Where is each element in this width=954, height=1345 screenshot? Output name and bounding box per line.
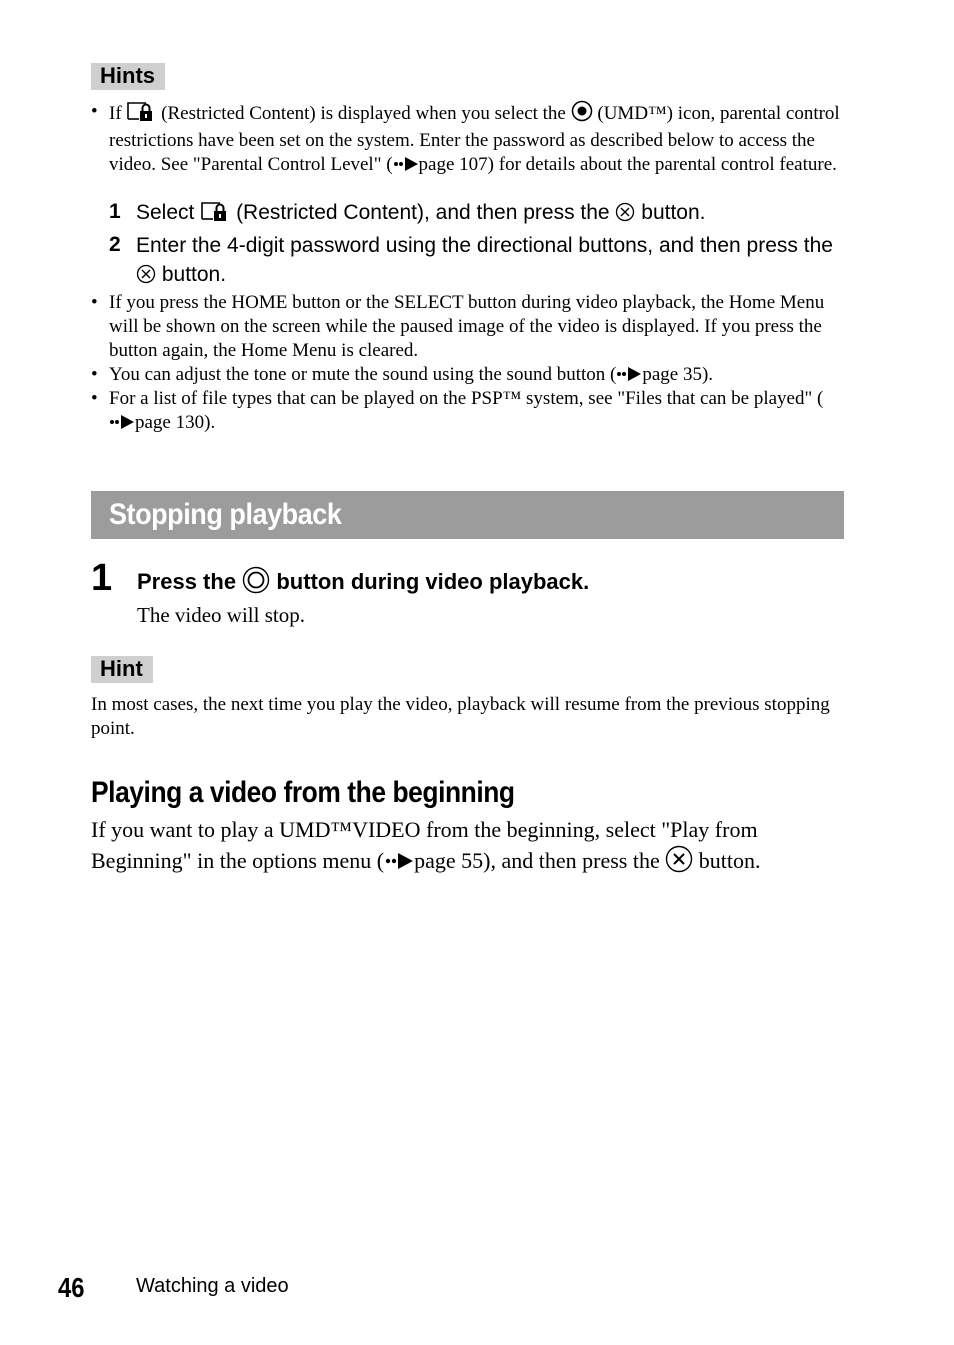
- step-select-restricted: Select (Restricted Content), and then press the button.: [136, 198, 846, 230]
- hint-label: Hint: [91, 656, 153, 683]
- restricted-content-icon: [200, 200, 230, 230]
- hint-paragraph-sound: You can adjust the tone or mute the sound using the sound button ( page 35).: [109, 363, 844, 389]
- umd-icon: [571, 100, 593, 129]
- hint-paragraph-restricted: If (Restricted Content) is displayed when you select the (UMD™) icon, parental control restrictions have been set on the system. Enter the password as described below to access the video. See "Parental Control Level" ( page 107) for details about the parental control feature.: [109, 100, 844, 179]
- section-title: Stopping playback: [109, 498, 342, 531]
- bullet: •: [91, 101, 98, 122]
- cross-button-icon: [136, 263, 156, 292]
- see-page-arrow-icon: [393, 155, 419, 179]
- hints-label: Hints: [91, 63, 165, 90]
- page-number: 46: [58, 1272, 85, 1303]
- cross-button-icon: [665, 845, 693, 881]
- see-page-arrow-icon: [109, 413, 135, 437]
- step-number: 2: [109, 233, 121, 256]
- hint-paragraph-resume: In most cases, the next time you play the video, playback will resume from the previous stopping point.: [91, 694, 830, 739]
- cross-button-icon: [615, 201, 635, 230]
- subsection-title: Playing a video from the beginning: [91, 776, 515, 809]
- step-enter-password: Enter the 4-digit password using the directional buttons, and then press the button.: [136, 231, 851, 292]
- hint-paragraph-file-types: For a list of file types that can be played on the PSP™ system, see "Files that can be played" (page 130).: [109, 387, 844, 437]
- bullet: •: [91, 292, 98, 313]
- restricted-content-icon: [126, 100, 156, 129]
- play-from-beginning-paragraph: If you want to play a UMD™VIDEO from the beginning, select "Play from Beginning" in the options menu ( page 55), and then press the button.: [91, 815, 841, 881]
- step-number: 1: [109, 200, 121, 223]
- footer-section-name: Watching a video: [136, 1275, 289, 1297]
- step-result: The video will stop.: [137, 603, 305, 627]
- step-press-circle: Press the button during video playback.: [137, 566, 589, 603]
- see-page-arrow-icon: [616, 365, 642, 389]
- see-page-arrow-icon: [384, 848, 414, 878]
- bullet: •: [91, 388, 98, 409]
- circle-button-icon: [242, 566, 270, 603]
- step-number: 1: [91, 557, 113, 599]
- bullet: •: [91, 364, 98, 385]
- hint-paragraph-home-menu: If you press the HOME button or the SELECT button during video playback, the Home Menu will be shown on the screen while the paused image of the video is displayed. If you press the button again, the Home Menu is cleared.: [109, 292, 825, 361]
